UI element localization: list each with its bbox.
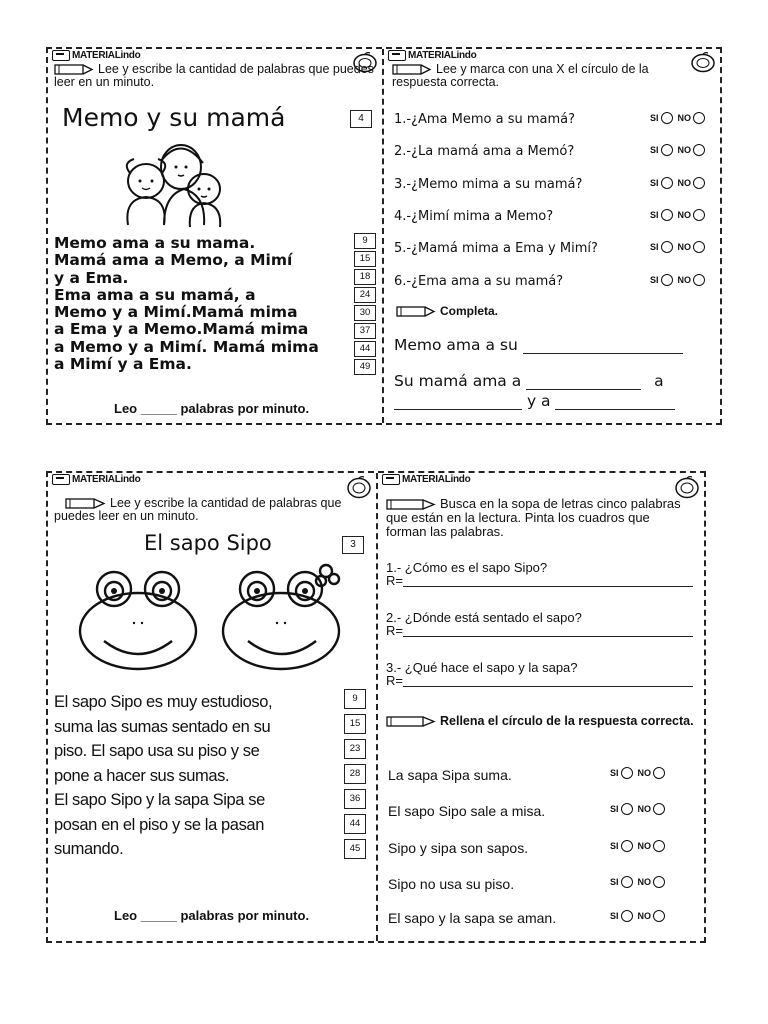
brand-logo (52, 474, 140, 485)
si-circle[interactable] (621, 840, 633, 852)
instruction-text: Lee y marca con una X el círculo de la respuesta correcta. (392, 62, 649, 89)
si-circle[interactable] (661, 112, 673, 124)
yes-no-options (650, 209, 708, 221)
question-text: 4.-¿Mimí mima a Memo? (394, 209, 554, 224)
question-text: 3.-¿Memo mima a su mamá? (394, 177, 583, 192)
statement-text: El sapo Sipo sale a misa. (388, 803, 546, 819)
no-label: NO (677, 145, 691, 155)
complete-label: Completa. (440, 304, 499, 318)
no-label: NO (637, 768, 651, 778)
word-count: 15 (344, 714, 366, 734)
yes-no-options (650, 144, 708, 156)
reading-line: Memo y a Mimí.Mamá mima (54, 303, 298, 322)
open-question (386, 611, 696, 637)
no-circle[interactable] (693, 144, 705, 156)
words-per-minute-footer: Leo _____ palabras por minuto. (114, 401, 310, 416)
mother-child-illustration (106, 139, 236, 231)
yes-no-options (650, 274, 708, 286)
answer-blank[interactable] (526, 389, 641, 390)
answer-blank[interactable] (555, 409, 675, 410)
word-count: 9 (344, 689, 366, 709)
word-count-column (354, 233, 376, 377)
apple-icon (690, 51, 716, 73)
brand-logo (52, 50, 140, 61)
question-text: 1.-¿Ama Memo a su mamá? (394, 112, 576, 127)
instruction-text: Rellena el círculo de la respuesta correcta. (440, 714, 694, 728)
question-text: 2.-¿La mamá ama a Memó? (394, 144, 575, 159)
statement-row (388, 876, 674, 892)
answer-line[interactable] (403, 686, 693, 687)
statement-row (388, 840, 674, 856)
no-circle[interactable] (653, 840, 665, 852)
reading-line: pone a hacer sus sumas. (54, 766, 230, 785)
si-circle[interactable] (661, 177, 673, 189)
question-row (394, 241, 714, 256)
brand-icon (52, 50, 70, 61)
yes-no-options (610, 910, 668, 922)
reading-line: a Ema y a Memo.Mamá mima (54, 320, 309, 339)
word-count: 37 (354, 323, 376, 339)
questions-panel-2 (378, 473, 704, 941)
si-circle[interactable] (661, 274, 673, 286)
brand-logo (388, 50, 476, 61)
frogs-illustration (76, 561, 346, 676)
no-circle[interactable] (653, 803, 665, 815)
answer-label: R= (386, 573, 403, 588)
worksheet-2 (46, 471, 706, 943)
si-circle[interactable] (621, 803, 633, 815)
question-row (394, 112, 714, 127)
word-count: 49 (354, 359, 376, 375)
si-circle[interactable] (621, 767, 633, 779)
statement-row (388, 767, 674, 783)
reading-line: piso. El sapo usa su piso y se (54, 742, 260, 760)
pencil-icon (386, 499, 436, 510)
reading-text (54, 235, 319, 373)
brand-text: MATERIALindo (408, 50, 477, 61)
no-circle[interactable] (693, 177, 705, 189)
brand-icon (52, 474, 70, 485)
reading-title: El sapo Sipo (144, 531, 272, 555)
reading-line: Mamá ama a Memo, a Mimí (54, 251, 293, 270)
si-label: SI (649, 210, 659, 220)
si-circle[interactable] (621, 910, 633, 922)
word-count: 44 (344, 814, 366, 834)
reading-line: sumando. (54, 840, 124, 858)
no-label: NO (677, 275, 691, 285)
answer-label: R= (386, 623, 403, 638)
answer-line[interactable] (403, 636, 693, 637)
question-text: 1.- ¿Cómo es el sapo Sipo? (386, 560, 548, 575)
si-label: SI (649, 242, 659, 252)
reading-line: posan en el piso y se la pasan (54, 815, 264, 834)
reading-panel-2 (48, 473, 376, 941)
si-label: SI (649, 145, 659, 155)
fill-text: y a (526, 392, 551, 410)
fill-text: Su mamá ama a (394, 372, 522, 390)
answer-label: R= (386, 673, 403, 688)
no-circle[interactable] (653, 910, 665, 922)
word-count: 44 (354, 341, 376, 357)
instruction-text: Busca en la sopa de letras cinco palabras que están en la lectura. Pinta los cuadros que forman las palabras. (386, 496, 681, 539)
no-circle[interactable] (693, 274, 705, 286)
answer-blank[interactable] (394, 409, 522, 410)
brand-icon (388, 50, 406, 61)
answer-blank[interactable] (523, 353, 683, 354)
pencil-icon (386, 716, 436, 727)
si-circle[interactable] (661, 241, 673, 253)
word-count: 15 (354, 251, 376, 267)
reading-line: El sapo Sipo es muy estudioso, (54, 693, 273, 711)
question-text: 5.-¿Mamá mima a Ema y Mimí? (394, 241, 598, 256)
si-circle[interactable] (661, 144, 673, 156)
questions-panel-1 (384, 49, 720, 423)
instruction-text: Lee y escribe la cantidad de palabras que puedes leer en un minuto. (54, 496, 342, 523)
words-per-minute-footer: Leo _____ palabras por minuto. (114, 908, 310, 923)
reading-panel-1 (48, 49, 382, 423)
no-circle[interactable] (653, 876, 665, 888)
question-row (394, 209, 714, 224)
yes-no-options (610, 803, 668, 815)
question-row (394, 177, 714, 192)
brand-icon (382, 474, 400, 485)
brand-logo (382, 474, 470, 485)
reading-title: Memo y su mamá (62, 103, 286, 132)
no-label: NO (637, 804, 651, 814)
fill-sentence-2-continued (394, 392, 675, 410)
yes-no-options (650, 241, 708, 253)
pencil-icon (54, 498, 106, 509)
reading-line: a Mimí y a Ema. (54, 355, 192, 374)
complete-instruction (396, 305, 498, 318)
reading-line: Memo ama a su mama. (54, 234, 256, 252)
word-count: 9 (354, 233, 376, 249)
statement-row (388, 910, 674, 926)
no-label: NO (637, 911, 651, 921)
no-label: NO (637, 877, 651, 887)
word-count: 28 (344, 764, 366, 784)
open-question (386, 561, 696, 587)
fill-sentence-2 (394, 372, 664, 390)
reading-line: suma las sumas sentado en su (54, 717, 271, 736)
reading-line: a Memo y a Mimí. Mamá mima (54, 337, 319, 356)
title-word-count: 3 (342, 536, 364, 554)
statement-text: El sapo y la sapa se aman. (388, 910, 557, 926)
instruction (392, 63, 662, 89)
brand-text: MATERIALindo (72, 474, 141, 485)
no-circle[interactable] (693, 209, 705, 221)
yes-no-options (610, 767, 668, 779)
instruction (386, 497, 686, 539)
no-label: NO (677, 113, 691, 123)
word-count: 45 (344, 839, 366, 859)
open-question (386, 661, 696, 687)
pencil-icon (392, 64, 432, 75)
si-label: SI (649, 178, 659, 188)
reading-line: y a Ema. (54, 268, 129, 287)
si-label: SI (609, 841, 619, 851)
question-row (394, 274, 714, 289)
question-text: 2.- ¿Dónde está sentado el sapo? (386, 610, 582, 625)
no-label: NO (677, 178, 691, 188)
statement-text: Sipo no usa su piso. (388, 876, 515, 892)
yes-no-options (610, 876, 668, 888)
no-circle[interactable] (693, 241, 705, 253)
reading-text (54, 690, 272, 862)
word-count: 24 (354, 287, 376, 303)
yes-no-options (610, 840, 668, 852)
word-count: 18 (354, 269, 376, 285)
question-row (394, 144, 714, 159)
brand-text: MATERIALindo (72, 50, 141, 61)
brand-text: MATERIALindo (402, 474, 471, 485)
pencil-icon (396, 306, 436, 317)
word-count: 30 (354, 305, 376, 321)
statement-text: Sipo y sipa son sapos. (388, 840, 529, 856)
yes-no-options (650, 177, 708, 189)
word-count-column (344, 689, 366, 864)
statement-text: La sapa Sipa suma. (388, 767, 512, 783)
si-label: SI (609, 877, 619, 887)
question-text: 3.- ¿Qué hace el sapo y la sapa? (386, 660, 578, 675)
no-circle[interactable] (693, 112, 705, 124)
worksheet-1 (46, 47, 722, 425)
reading-line: El sapo Sipo y la sapa Sipa se (54, 791, 265, 809)
no-label: NO (677, 210, 691, 220)
question-text: 6.-¿Ema ama a su mamá? (394, 274, 564, 289)
no-circle[interactable] (653, 767, 665, 779)
si-label: SI (609, 768, 619, 778)
word-count: 36 (344, 789, 366, 809)
word-count: 23 (344, 739, 366, 759)
fill-text: Memo ama a su (394, 336, 518, 354)
pencil-icon (54, 64, 94, 75)
instruction (54, 497, 354, 523)
fill-sentence-1 (394, 336, 683, 354)
no-label: NO (677, 242, 691, 252)
si-label: SI (649, 275, 659, 285)
yes-no-options (650, 112, 708, 124)
answer-line[interactable] (403, 586, 693, 587)
si-circle[interactable] (621, 876, 633, 888)
reading-line: Ema ama a su mamá, a (54, 285, 256, 304)
si-label: SI (609, 911, 619, 921)
instruction (54, 63, 374, 89)
title-word-count: 4 (350, 110, 372, 128)
fill-circle-instruction (386, 714, 696, 729)
instruction-text: Lee y escribe la cantidad de palabras que puedes leer en un minuto. (54, 62, 374, 89)
si-label: SI (609, 804, 619, 814)
no-label: NO (637, 841, 651, 851)
si-label: SI (649, 113, 659, 123)
fill-text: a (654, 372, 664, 390)
statement-row (388, 803, 674, 819)
apple-icon (346, 475, 372, 499)
si-circle[interactable] (661, 209, 673, 221)
